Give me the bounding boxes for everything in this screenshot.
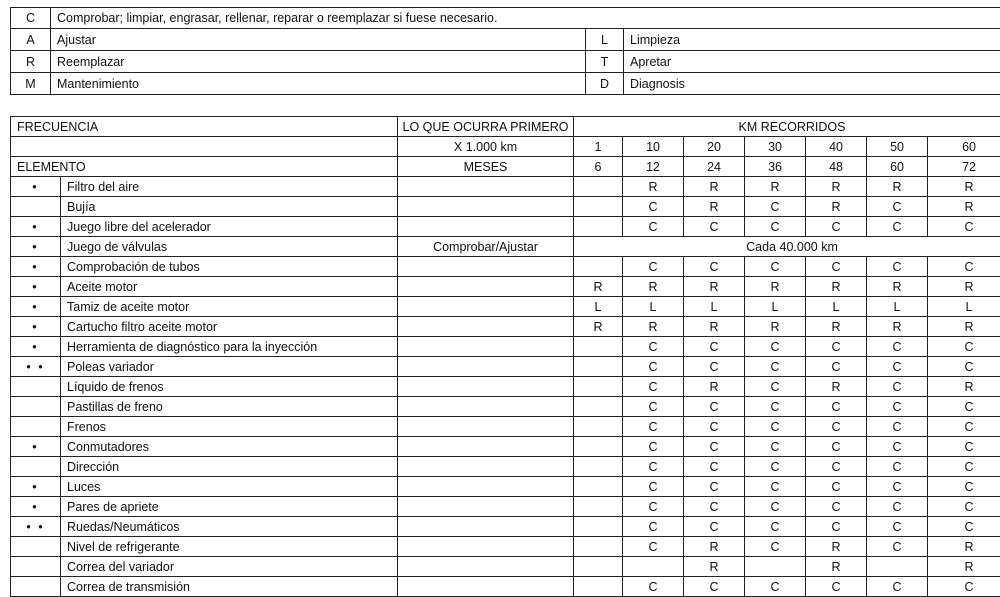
interval-cell: R bbox=[928, 317, 1000, 337]
interval-cell: C bbox=[623, 537, 684, 557]
interval-cell: C bbox=[623, 197, 684, 217]
interval-cell: C bbox=[806, 337, 867, 357]
table-row bbox=[11, 437, 1000, 457]
interval-cell: R bbox=[928, 277, 1000, 297]
interval-cell: C bbox=[867, 497, 928, 517]
importance-mark: • bbox=[11, 177, 61, 197]
interval-cell: C bbox=[928, 517, 1000, 537]
interval-cell: C bbox=[745, 197, 806, 217]
interval-cell: C bbox=[806, 457, 867, 477]
importance-mark bbox=[11, 457, 61, 477]
interval-cell: C bbox=[745, 457, 806, 477]
interval-cell: C bbox=[806, 417, 867, 437]
interval-cell: C bbox=[745, 337, 806, 357]
month-value: 6 bbox=[574, 157, 623, 177]
month-value: 48 bbox=[806, 157, 867, 177]
element-name: Juego libre del acelerador bbox=[61, 217, 398, 237]
element-name: Líquido de frenos bbox=[61, 377, 398, 397]
interval-cell: R bbox=[745, 317, 806, 337]
interval-cell: R bbox=[574, 317, 623, 337]
legend-text: Limpieza bbox=[624, 29, 1000, 51]
interval-cell: R bbox=[684, 317, 745, 337]
interval-cell: R bbox=[623, 277, 684, 297]
interval-cell: C bbox=[867, 537, 928, 557]
interval-cell: R bbox=[806, 317, 867, 337]
interval-cell bbox=[574, 337, 623, 357]
km-value: 50 bbox=[867, 137, 928, 157]
interval-cell bbox=[574, 257, 623, 277]
legend-text: Comprobar; limpiar, engrasar, rellenar, reparar o reemplazar si fuese necesario. bbox=[51, 8, 1000, 29]
legend-code: M bbox=[11, 73, 51, 95]
importance-mark bbox=[11, 397, 61, 417]
interval-cell bbox=[574, 517, 623, 537]
interval-cell: R bbox=[684, 277, 745, 297]
element-name: Comprobación de tubos bbox=[61, 257, 398, 277]
interval-cell: C bbox=[928, 217, 1000, 237]
interval-cell: R bbox=[928, 197, 1000, 217]
table-row bbox=[11, 557, 1000, 577]
element-note bbox=[398, 357, 574, 377]
interval-cell: C bbox=[623, 497, 684, 517]
interval-cell: C bbox=[684, 457, 745, 477]
table-row bbox=[11, 277, 1000, 297]
interval-cell: R bbox=[684, 377, 745, 397]
interval-cell: C bbox=[745, 497, 806, 517]
month-value: 12 bbox=[623, 157, 684, 177]
element-name: Herramienta de diagnóstico para la inyección bbox=[61, 337, 398, 357]
legend-row bbox=[11, 29, 1000, 51]
legend-row bbox=[11, 8, 1000, 29]
interval-cell: C bbox=[745, 517, 806, 537]
element-note bbox=[398, 437, 574, 457]
interval-cell: R bbox=[867, 177, 928, 197]
legend-code: T bbox=[586, 51, 624, 73]
importance-mark bbox=[11, 377, 61, 397]
legend-row bbox=[11, 73, 1000, 95]
interval-cell: C bbox=[623, 377, 684, 397]
interval-cell: C bbox=[684, 357, 745, 377]
table-row bbox=[11, 197, 1000, 217]
month-value: 60 bbox=[867, 157, 928, 177]
element-name: Cartucho filtro aceite motor bbox=[61, 317, 398, 337]
element-note bbox=[398, 397, 574, 417]
element-note: Comprobar/Ajustar bbox=[398, 237, 574, 257]
interval-cell: C bbox=[867, 257, 928, 277]
interval-cell: C bbox=[684, 497, 745, 517]
km-title: KM RECORRIDOS bbox=[574, 117, 1000, 137]
interval-cell: C bbox=[745, 377, 806, 397]
interval-cell: C bbox=[806, 257, 867, 277]
km-value: 40 bbox=[806, 137, 867, 157]
interval-cell: C bbox=[684, 477, 745, 497]
interval-cell: L bbox=[867, 297, 928, 317]
km-value: 1 bbox=[574, 137, 623, 157]
importance-mark: • bbox=[11, 277, 61, 297]
interval-cell: C bbox=[867, 397, 928, 417]
header-row-km bbox=[11, 137, 1000, 157]
interval-cell: C bbox=[745, 397, 806, 417]
interval-cell: C bbox=[867, 577, 928, 597]
importance-mark: • bbox=[11, 237, 61, 257]
interval-cell: C bbox=[684, 397, 745, 417]
interval-cell: C bbox=[806, 497, 867, 517]
interval-cell: C bbox=[623, 457, 684, 477]
interval-cell: R bbox=[684, 197, 745, 217]
element-note bbox=[398, 417, 574, 437]
interval-cell: C bbox=[928, 417, 1000, 437]
table-row bbox=[11, 217, 1000, 237]
interval-cell: C bbox=[867, 437, 928, 457]
interval-cell bbox=[623, 557, 684, 577]
importance-mark: • bbox=[11, 497, 61, 517]
interval-cell bbox=[574, 537, 623, 557]
element-note bbox=[398, 337, 574, 357]
interval-cell: C bbox=[928, 337, 1000, 357]
interval-cell: C bbox=[928, 477, 1000, 497]
km-unit-label: X 1.000 km bbox=[398, 137, 574, 157]
header-row-1 bbox=[11, 117, 1000, 137]
interval-cell: C bbox=[623, 437, 684, 457]
table-row bbox=[11, 357, 1000, 377]
element-name: Conmutadores bbox=[61, 437, 398, 457]
importance-mark bbox=[11, 197, 61, 217]
interval-cell bbox=[574, 497, 623, 517]
interval-cell: C bbox=[867, 477, 928, 497]
legend-text: Ajustar bbox=[51, 29, 586, 51]
interval-cell: C bbox=[684, 337, 745, 357]
interval-cell: R bbox=[684, 177, 745, 197]
element-name: Bujía bbox=[61, 197, 398, 217]
interval-cell: R bbox=[867, 317, 928, 337]
interval-cell: C bbox=[867, 337, 928, 357]
maintenance-schedule-table bbox=[10, 116, 1000, 597]
interval-cell: L bbox=[745, 297, 806, 317]
legend-code: C bbox=[11, 8, 51, 29]
interval-cell: R bbox=[684, 537, 745, 557]
interval-cell: C bbox=[745, 577, 806, 597]
header-row-months bbox=[11, 157, 1000, 177]
table-row bbox=[11, 257, 1000, 277]
interval-cell: L bbox=[806, 297, 867, 317]
interval-cell bbox=[574, 477, 623, 497]
legend-code: L bbox=[586, 29, 624, 51]
interval-cell: R bbox=[745, 177, 806, 197]
interval-cell: R bbox=[806, 277, 867, 297]
element-note bbox=[398, 277, 574, 297]
element-note bbox=[398, 217, 574, 237]
legend-text: Mantenimiento bbox=[51, 73, 586, 95]
interval-cell: C bbox=[745, 477, 806, 497]
interval-cell: C bbox=[623, 257, 684, 277]
element-note bbox=[398, 197, 574, 217]
element-name: Filtro del aire bbox=[61, 177, 398, 197]
interval-cell: R bbox=[928, 177, 1000, 197]
table-row bbox=[11, 377, 1000, 397]
table-row bbox=[11, 517, 1000, 537]
legend-table bbox=[10, 7, 1000, 95]
importance-mark: • • bbox=[11, 517, 61, 537]
interval-cell: R bbox=[806, 377, 867, 397]
interval-cell: C bbox=[623, 477, 684, 497]
schedule-body bbox=[11, 177, 1000, 597]
importance-mark bbox=[11, 537, 61, 557]
interval-cell: C bbox=[928, 457, 1000, 477]
interval-cell: C bbox=[867, 377, 928, 397]
frequency-label: FRECUENCIA bbox=[11, 117, 398, 137]
interval-cell: C bbox=[928, 397, 1000, 417]
table-row bbox=[11, 457, 1000, 477]
table-row bbox=[11, 297, 1000, 317]
table-row bbox=[11, 317, 1000, 337]
interval-cell: C bbox=[623, 337, 684, 357]
interval-cell: C bbox=[684, 437, 745, 457]
interval-cell: C bbox=[745, 437, 806, 457]
interval-cell: R bbox=[806, 537, 867, 557]
interval-text: Cada 40.000 km bbox=[574, 237, 1000, 257]
element-name: Frenos bbox=[61, 417, 398, 437]
interval-cell: R bbox=[928, 377, 1000, 397]
element-note bbox=[398, 177, 574, 197]
km-value: 60 bbox=[928, 137, 1000, 157]
table-row bbox=[11, 397, 1000, 417]
element-note bbox=[398, 317, 574, 337]
element-name: Pares de apriete bbox=[61, 497, 398, 517]
interval-cell: C bbox=[928, 257, 1000, 277]
interval-cell bbox=[574, 417, 623, 437]
interval-cell bbox=[574, 437, 623, 457]
interval-cell: C bbox=[867, 457, 928, 477]
element-name: Pastillas de freno bbox=[61, 397, 398, 417]
element-note bbox=[398, 557, 574, 577]
interval-cell: C bbox=[623, 517, 684, 537]
interval-cell: C bbox=[806, 357, 867, 377]
legend-row bbox=[11, 51, 1000, 73]
interval-cell: R bbox=[623, 317, 684, 337]
interval-cell bbox=[574, 457, 623, 477]
interval-cell bbox=[574, 197, 623, 217]
interval-cell: C bbox=[867, 517, 928, 537]
interval-cell: C bbox=[745, 417, 806, 437]
table-row bbox=[11, 237, 1000, 257]
importance-mark: • bbox=[11, 317, 61, 337]
element-name: Nivel de refrigerante bbox=[61, 537, 398, 557]
table-row bbox=[11, 417, 1000, 437]
interval-cell: C bbox=[684, 417, 745, 437]
element-name: Dirección bbox=[61, 457, 398, 477]
km-value: 10 bbox=[623, 137, 684, 157]
interval-cell: R bbox=[928, 537, 1000, 557]
table-row bbox=[11, 477, 1000, 497]
element-name: Correa de transmisión bbox=[61, 577, 398, 597]
importance-mark: • bbox=[11, 257, 61, 277]
legend-body bbox=[11, 8, 1000, 95]
interval-cell: C bbox=[806, 217, 867, 237]
importance-mark bbox=[11, 557, 61, 577]
element-name: Aceite motor bbox=[61, 277, 398, 297]
interval-cell: C bbox=[684, 217, 745, 237]
km-value: 30 bbox=[745, 137, 806, 157]
legend-text: Apretar bbox=[624, 51, 1000, 73]
interval-cell: C bbox=[806, 437, 867, 457]
element-note bbox=[398, 257, 574, 277]
schedule-header bbox=[11, 117, 1000, 177]
interval-cell: L bbox=[928, 297, 1000, 317]
interval-cell: R bbox=[928, 557, 1000, 577]
element-note bbox=[398, 477, 574, 497]
interval-cell: R bbox=[806, 177, 867, 197]
table-row bbox=[11, 497, 1000, 517]
interval-cell: R bbox=[623, 177, 684, 197]
element-note bbox=[398, 457, 574, 477]
element-note bbox=[398, 537, 574, 557]
interval-cell: C bbox=[745, 357, 806, 377]
interval-cell bbox=[574, 557, 623, 577]
legend-text: Diagnosis bbox=[624, 73, 1000, 95]
interval-cell: C bbox=[867, 357, 928, 377]
first-occurrence-label: LO QUE OCURRA PRIMERO bbox=[398, 117, 574, 137]
element-name: Poleas variador bbox=[61, 357, 398, 377]
element-name: Luces bbox=[61, 477, 398, 497]
importance-mark: • bbox=[11, 297, 61, 317]
interval-cell: R bbox=[574, 277, 623, 297]
interval-cell: C bbox=[928, 437, 1000, 457]
element-name: Ruedas/Neumáticos bbox=[61, 517, 398, 537]
month-value: 72 bbox=[928, 157, 1000, 177]
importance-mark: • bbox=[11, 337, 61, 357]
element-label: ELEMENTO bbox=[11, 157, 398, 177]
element-note bbox=[398, 497, 574, 517]
importance-mark: • bbox=[11, 437, 61, 457]
interval-cell: C bbox=[684, 577, 745, 597]
element-note bbox=[398, 377, 574, 397]
interval-cell: C bbox=[684, 257, 745, 277]
legend-code: R bbox=[11, 51, 51, 73]
element-name: Correa del variador bbox=[61, 557, 398, 577]
interval-cell: R bbox=[745, 277, 806, 297]
interval-cell: R bbox=[684, 557, 745, 577]
interval-cell: C bbox=[806, 577, 867, 597]
importance-mark bbox=[11, 417, 61, 437]
interval-cell: C bbox=[623, 577, 684, 597]
interval-cell: C bbox=[623, 397, 684, 417]
interval-cell: C bbox=[867, 217, 928, 237]
interval-cell: R bbox=[867, 277, 928, 297]
element-name: Tamiz de aceite motor bbox=[61, 297, 398, 317]
interval-cell: C bbox=[928, 357, 1000, 377]
interval-cell bbox=[574, 357, 623, 377]
interval-cell: R bbox=[806, 557, 867, 577]
empty-cell bbox=[11, 137, 398, 157]
interval-cell: C bbox=[867, 417, 928, 437]
table-row bbox=[11, 177, 1000, 197]
element-note bbox=[398, 297, 574, 317]
element-note bbox=[398, 517, 574, 537]
km-value: 20 bbox=[684, 137, 745, 157]
interval-cell bbox=[745, 557, 806, 577]
legend-text: Reemplazar bbox=[51, 51, 586, 73]
interval-cell: C bbox=[745, 257, 806, 277]
interval-cell: C bbox=[623, 417, 684, 437]
interval-cell: C bbox=[806, 477, 867, 497]
interval-cell: L bbox=[623, 297, 684, 317]
interval-cell: C bbox=[623, 217, 684, 237]
interval-cell bbox=[574, 217, 623, 237]
importance-mark: • • bbox=[11, 357, 61, 377]
interval-cell: L bbox=[574, 297, 623, 317]
month-value: 36 bbox=[745, 157, 806, 177]
importance-mark: • bbox=[11, 477, 61, 497]
interval-cell: C bbox=[684, 517, 745, 537]
interval-cell: C bbox=[745, 537, 806, 557]
interval-cell: L bbox=[684, 297, 745, 317]
importance-mark: • bbox=[11, 217, 61, 237]
interval-cell: C bbox=[806, 397, 867, 417]
month-value: 24 bbox=[684, 157, 745, 177]
interval-cell: R bbox=[806, 197, 867, 217]
interval-cell: C bbox=[928, 577, 1000, 597]
interval-cell bbox=[867, 557, 928, 577]
table-row bbox=[11, 537, 1000, 557]
interval-cell: C bbox=[745, 217, 806, 237]
table-row bbox=[11, 337, 1000, 357]
interval-cell: C bbox=[928, 497, 1000, 517]
interval-cell: C bbox=[623, 357, 684, 377]
interval-cell: C bbox=[806, 517, 867, 537]
interval-cell bbox=[574, 177, 623, 197]
legend-code: A bbox=[11, 29, 51, 51]
interval-cell bbox=[574, 397, 623, 417]
element-name: Juego de válvulas bbox=[61, 237, 398, 257]
months-label: MESES bbox=[398, 157, 574, 177]
interval-cell bbox=[574, 377, 623, 397]
interval-cell: C bbox=[867, 197, 928, 217]
legend-code: D bbox=[586, 73, 624, 95]
